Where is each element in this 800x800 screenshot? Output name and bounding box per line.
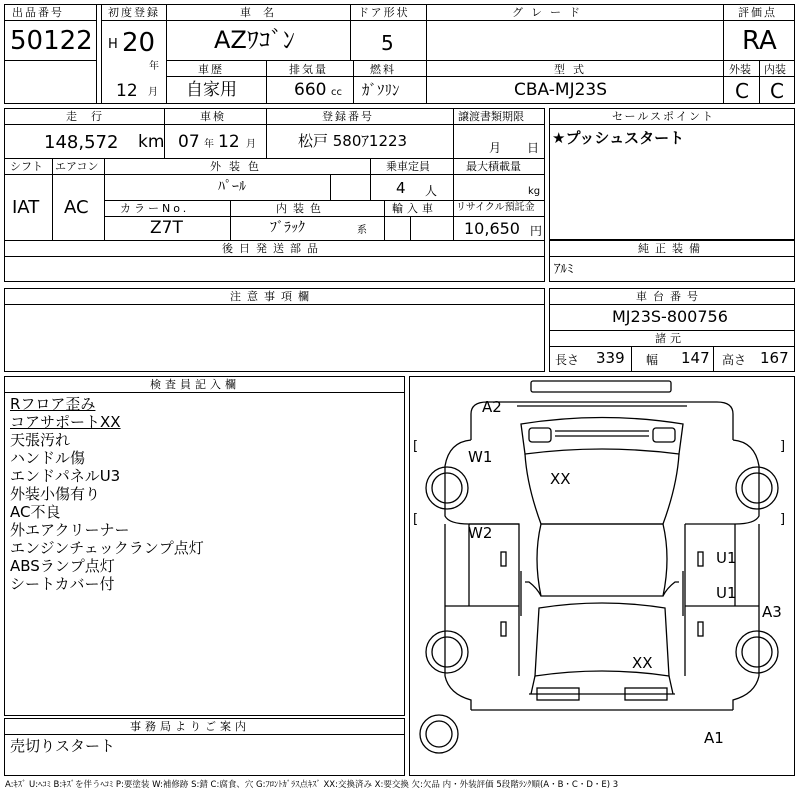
door-type-label: ドア形状 — [358, 6, 410, 19]
damage-mark-a2: A2 — [482, 398, 502, 416]
exterior-grade: C — [735, 79, 749, 103]
transfer-day-unit: 日 — [527, 141, 540, 155]
sales-point: ★プッシュスタート — [552, 129, 685, 147]
exterior-grade-label: 外装 — [729, 63, 751, 76]
inspector-note: ABSランプ点灯 — [10, 557, 115, 575]
interior-color: ﾌﾞﾗｯｸ — [270, 220, 305, 236]
inspector-note: コアサポートXX — [10, 413, 121, 431]
genuine-equipment: ｱﾙﾐ — [554, 262, 574, 277]
spec-label: 諸元 — [655, 332, 685, 345]
length-label: 長さ — [555, 353, 580, 367]
registration-month: 12 — [116, 81, 138, 101]
damage-mark-xx-front: XX — [550, 470, 571, 488]
inspector-note: 天張汚れ — [10, 431, 71, 449]
interior-color-label: 内装色 — [276, 202, 327, 215]
history-label: 車歴 — [198, 63, 224, 76]
chassis-number-label: 車台番号 — [636, 290, 704, 303]
mileage-unit: km — [138, 132, 165, 152]
score-label: 評価点 — [738, 6, 777, 19]
damage-legend: A:ｷｽﾞ U:ﾍｺﾐ B:ｷｽﾞを伴うﾍｺﾐ P:要塗装 W:補修跡 S:錆 C:腐食、穴 G:ﾌﾛﾝﾄｶﾞﾗｽ点ｷｽﾞ XX:交換済み X:要交換 欠:欠品 内・外装評価 5段階ﾗﾝｸ順(A・B・C・D・E) 3 — [5, 780, 619, 790]
transfer-deadline-label: 譲渡書類期限 — [458, 110, 524, 123]
capacity-unit: 人 — [425, 184, 438, 198]
inspector-note: 外装小傷有り — [10, 485, 101, 503]
office-notice: 売切りスタート — [10, 737, 116, 755]
damage-mark-w1: W1 — [468, 448, 493, 466]
color-number-label: カラーNo. — [120, 202, 190, 215]
exterior-color: ﾊﾟｰﾙ — [218, 179, 246, 195]
era-prefix: H — [108, 37, 118, 52]
fuel-value: ｶﾞｿﾘﾝ — [362, 81, 400, 99]
car-name: AZﾜｺﾞﾝ — [214, 26, 295, 54]
inspection-year-unit: 年 — [204, 139, 214, 150]
mileage-label: 走行 — [66, 110, 116, 123]
shift-value: IAT — [12, 197, 40, 218]
height-label: 高さ — [722, 353, 747, 367]
plate-label: 登録番号 — [322, 110, 374, 123]
inspector-note: シートカバー付 — [10, 575, 115, 593]
car-damage-diagram — [409, 376, 795, 776]
score-value: RA — [742, 26, 777, 56]
diagram-bracket-left-a: [ — [413, 439, 419, 454]
caution-label: 注意事項欄 — [230, 290, 315, 303]
exterior-color-label: 外装色 — [210, 160, 267, 173]
genuine-equipment-label: 純正装備 — [638, 242, 706, 255]
history-value: 自家用 — [186, 80, 237, 100]
capacity-label: 乗車定員 — [386, 160, 430, 173]
diagram-bracket-right-a: ] — [780, 439, 786, 454]
chassis-number: MJ23S-800756 — [612, 307, 728, 326]
damage-mark-a1: A1 — [704, 729, 724, 747]
width-label: 幅 — [646, 353, 659, 367]
interior-color-unit: 系 — [357, 225, 367, 236]
mileage-value: 148,572 — [44, 132, 119, 153]
registration-month-unit: 月 — [148, 87, 158, 98]
displacement-unit: cc — [331, 87, 342, 98]
aircon-value: AC — [64, 197, 89, 218]
inspector-note: エンジンチェックランプ点灯 — [10, 539, 204, 557]
max-load-label: 最大積載量 — [466, 160, 521, 173]
max-load-unit: kg — [528, 186, 541, 197]
model-value: CBA-MJ23S — [514, 80, 608, 100]
recycle-deposit-label: リサイクル預託金 — [456, 202, 535, 213]
office-notice-label: 事務局よりご案内 — [130, 720, 250, 733]
damage-mark-u1-rear: U1 — [716, 584, 737, 602]
inspection-year: 07 — [178, 132, 200, 152]
registration-year: 20 — [122, 28, 156, 58]
inspector-note: 外エアクリーナー — [10, 521, 130, 539]
inspection-month-unit: 月 — [246, 139, 256, 150]
width-value: 147 — [681, 349, 710, 367]
transfer-month-unit: 月 — [489, 141, 502, 155]
capacity-value: 4 — [396, 179, 406, 197]
plate-number: 松戸 580ｱ1223 — [298, 132, 408, 150]
model-label: 型式 — [554, 63, 592, 76]
color-number: Z7T — [150, 218, 183, 238]
import-label: 輸入車 — [392, 202, 437, 215]
inspector-note: AC不良 — [10, 503, 61, 521]
displacement-label: 排気量 — [289, 63, 328, 76]
damage-mark-w2: W2 — [468, 524, 493, 542]
inspector-note: Rフロア歪み — [10, 395, 96, 413]
shift-label: シフト — [10, 160, 43, 173]
first-registration-label: 初度登録 — [108, 6, 160, 19]
diagram-bracket-right-b: ] — [780, 512, 786, 527]
inspector-note: エンドパネルU3 — [10, 467, 121, 485]
inspector-notes-label: 検査員記入欄 — [150, 378, 240, 391]
interior-grade: C — [770, 79, 784, 103]
inspector-note: ハンドル傷 — [10, 449, 86, 467]
length-value: 339 — [596, 349, 625, 367]
damage-mark-xx-rear: XX — [632, 654, 653, 672]
interior-grade-label: 内装 — [764, 63, 786, 76]
sales-point-label: セールスポイント — [612, 110, 716, 123]
displacement-value: 660 — [294, 80, 327, 100]
later-parts-label: 後日発送部品 — [222, 242, 324, 255]
inspection-month: 12 — [218, 132, 240, 152]
inspection-label: 車検 — [200, 110, 226, 123]
inspector-notes-list — [10, 395, 204, 593]
fuel-label: 燃料 — [370, 63, 396, 76]
car-name-label: 車名 — [240, 6, 286, 19]
damage-mark-a3: A3 — [762, 603, 782, 621]
aircon-label: エアコン — [55, 160, 99, 173]
height-value: 167 — [760, 349, 789, 367]
lot-number: 50122 — [10, 26, 93, 56]
recycle-deposit: 10,650 — [464, 219, 520, 238]
door-count: 5 — [381, 31, 394, 55]
sales-point-box — [549, 108, 795, 240]
damage-mark-u1-front: U1 — [716, 549, 737, 567]
recycle-deposit-unit: 円 — [530, 224, 543, 238]
diagram-bracket-left-b: [ — [413, 512, 419, 527]
lot-number-label: 出品番号 — [12, 6, 64, 19]
grade-label: グレード — [512, 6, 588, 19]
registration-year-unit: 年 — [149, 61, 159, 72]
